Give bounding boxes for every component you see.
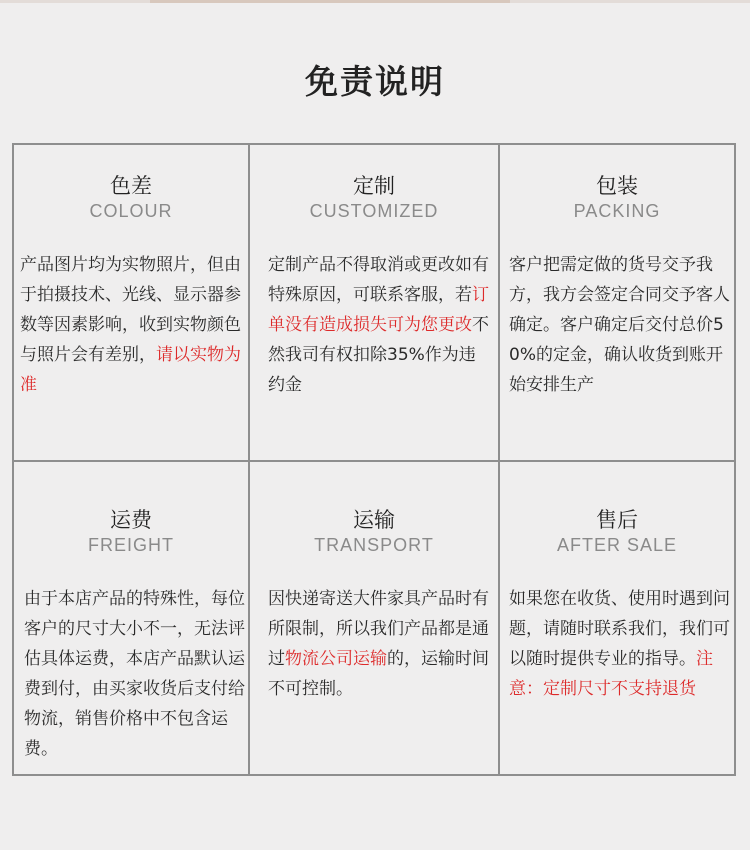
section-body-text: 客户把需定做的货号交予我方，我方会签定合同交予客人确定。客户确定后交付总价50%的定金，确认收货到账开始安排生产 (509, 255, 730, 395)
section-body-text: 定制产品不得取消或更改如有特殊原因，可联系客服，若 (268, 255, 489, 305)
section-title: 色差 (110, 174, 152, 198)
section-packing (500, 145, 734, 460)
section-body-highlight: 物流公司运输 (285, 649, 387, 669)
section-body-highlight: 请以实物为准 (20, 345, 241, 395)
top-decor-accent (150, 0, 510, 3)
section-body-text: 由于本店产品的特殊性，每位客户的尺寸大小不一，无法评估具体运费，本店产品默认运费到付，由买家收货后支付给物流，销售价格中不包含运费。 (24, 589, 245, 759)
section-title: 包装 (596, 174, 638, 198)
section-subtitle: FREIGHT (88, 535, 174, 555)
section-body-text: 因快递寄送大件家具产品时有所限制，所以我们产品都是通过 (268, 589, 489, 669)
section-title: 运费 (110, 508, 152, 532)
section-body (509, 584, 733, 704)
page-title: 免责说明 (305, 62, 445, 101)
section-title: 运输 (353, 508, 395, 532)
section-transport (250, 462, 498, 774)
section-freight (14, 462, 248, 774)
section-body (509, 250, 733, 400)
section-body (20, 250, 244, 400)
section-subtitle: CUSTOMIZED (309, 201, 439, 221)
section-customized (250, 145, 498, 460)
section-body-highlight: 订单没有造成损失可为您更改 (268, 285, 489, 335)
section-body (268, 584, 492, 704)
section-body-text-after: 不然我司有权扣除35%作为违约金 (268, 315, 489, 395)
section-after-sale (500, 462, 734, 774)
section-colour (14, 145, 248, 460)
section-title: 售后 (596, 508, 638, 532)
top-decor-strip (0, 0, 750, 3)
section-subtitle: TRANSPORT (314, 535, 434, 555)
section-title: 定制 (353, 174, 395, 198)
section-subtitle: AFTER SALE (556, 535, 678, 555)
disclaimer-grid (12, 143, 736, 776)
section-body (24, 584, 248, 764)
section-body-text: 产品图片均为实物照片，但由于拍摄技术、光线、显示器参数等因素影响，收到实物颜色与照片会有差别， (20, 255, 241, 365)
section-body-text-after: 的，运输时间不可控制。 (268, 649, 489, 699)
section-body-highlight: 注意：定制尺寸不支持退货 (509, 649, 713, 699)
section-body (268, 250, 492, 400)
section-subtitle: COLOUR (89, 201, 173, 221)
section-subtitle: PACKING (573, 201, 661, 221)
section-body-text: 如果您在收货、使用时遇到问题，请随时联系我们，我们可以随时提供专业的指导。 (509, 589, 730, 669)
